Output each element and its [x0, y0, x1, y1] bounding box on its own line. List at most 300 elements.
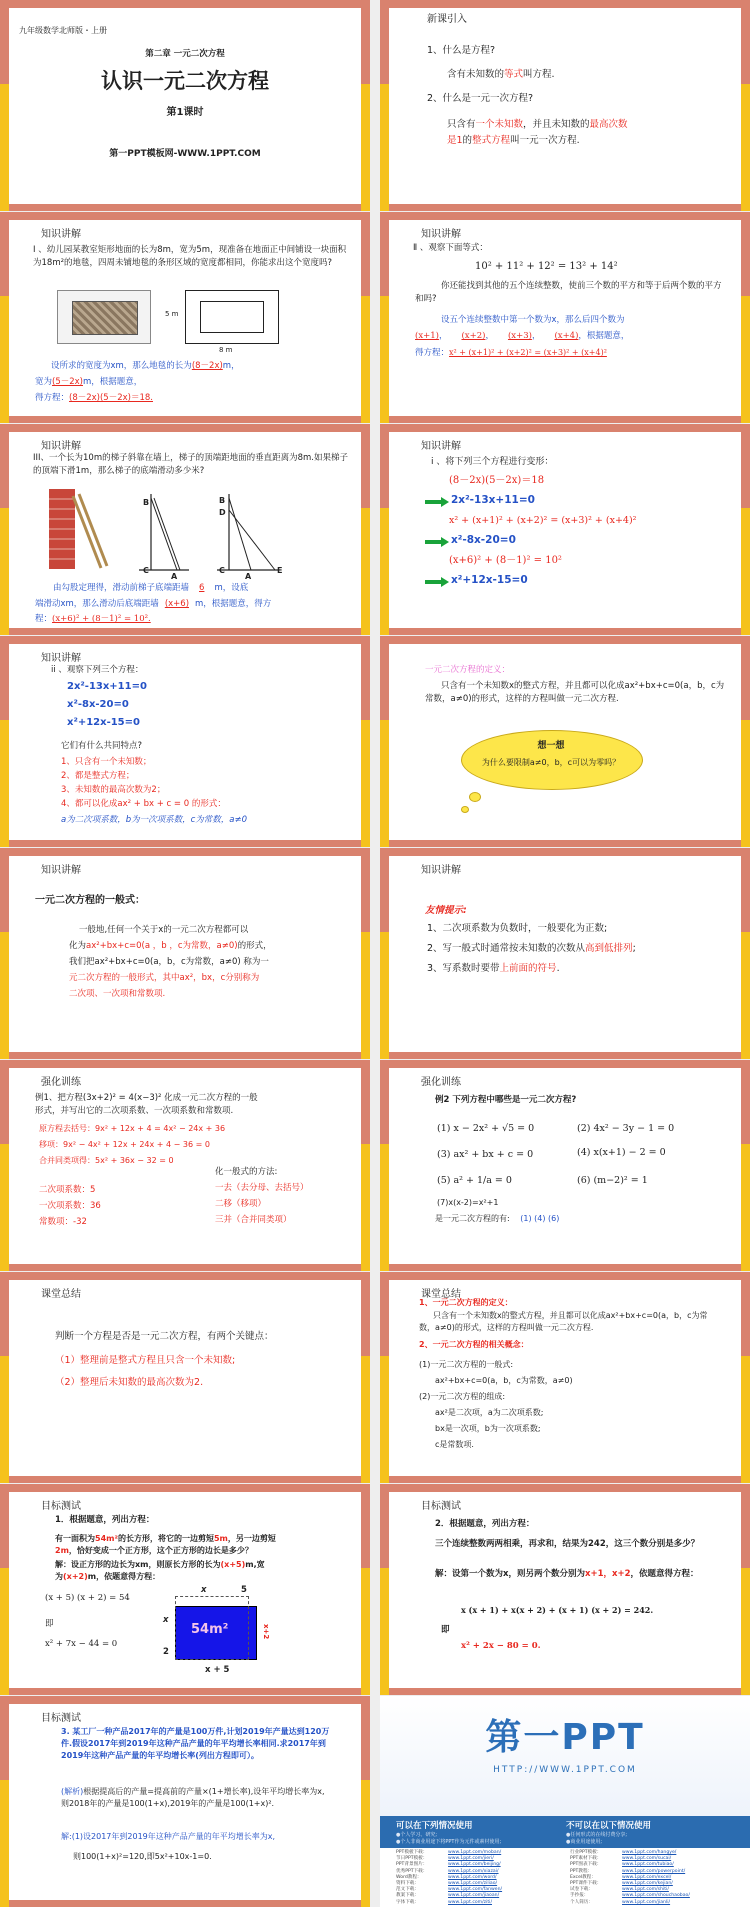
accent-bar: [741, 296, 750, 423]
slide-content: [9, 644, 361, 840]
logo-url: HTTP://WWW.1PPT.COM: [493, 1765, 637, 1775]
form-highlight: ax²+bx+c=0(a ，b ，c为常数，a≠0): [86, 941, 238, 951]
option-2: (2) 4x² − 3y − 1 = 0: [577, 1123, 675, 1134]
usage-forbidden-title: 不可以在以下情况使用: [566, 1821, 652, 1831]
slide-content: [9, 432, 361, 628]
concept-2: ax²+bx+c=0(a，b，c为常数，a≠0): [435, 1376, 573, 1385]
answer-1: [447, 68, 555, 81]
solution-text: m，根据题意，: [83, 377, 143, 387]
links-left: [396, 1850, 566, 1906]
link-label: 字体下载：: [396, 1899, 419, 1905]
accent-bar: [741, 508, 750, 635]
concept-3: (2)一元二次方程的组成:: [419, 1392, 506, 1401]
option-4: (4) x(x+1) − 2 = 0: [577, 1147, 666, 1158]
example-title: 例2 下列方程中哪些是一元二次方程?: [435, 1095, 577, 1105]
answer-2-line1: [447, 118, 628, 131]
tip-2: [427, 942, 636, 955]
link-label: 资料下载：: [396, 1881, 419, 1887]
problem-text: III、一个长为10m的梯子斜靠在墙上，梯子的顶端距地面的垂直距离为8m.如果梯子的顶端下滑1m，那么梯子的底端滑动多少米?: [33, 453, 349, 476]
bubble-dot: [469, 792, 481, 802]
slide-11: [0, 1060, 370, 1271]
slide-3: [0, 212, 370, 423]
carpet-image: [72, 301, 138, 335]
ladder-line: [229, 510, 275, 570]
point-label-e: E: [277, 566, 283, 575]
solution-text: ，根据题意，: [578, 331, 630, 341]
solution-text: m，根据题意，得方: [195, 599, 272, 609]
link-label: Word教程：: [396, 1874, 422, 1880]
accent-bar: [380, 84, 389, 211]
problem-text: 三个连续整数两两相乘，再求和，结果为242，这三个数分别是多少？: [435, 1539, 700, 1549]
accent-bar: [361, 932, 370, 1059]
accent-bar: [361, 1780, 370, 1907]
problem-text: I 、幼儿园某教室矩形地面的长为8m，宽为5m，现准备在地面正中间铺设一块面积为18m²的地毯，四周未铺地毯的条形区域的宽度都相同，你能求出这个宽度吗?: [33, 245, 347, 268]
link-label: 试卷下载：: [570, 1887, 593, 1893]
link-url[interactable]: www.1ppt.com/kejian/: [622, 1881, 673, 1887]
solution-text: 得方程：: [415, 348, 450, 358]
solution-line: [435, 1568, 725, 1581]
link-url[interactable]: www.1ppt.com/fanwen/: [448, 1887, 503, 1893]
point-label-c: C: [143, 566, 149, 575]
carpet-photo: [57, 290, 151, 344]
solution-text: 解：设第一个数为x，则另两个数分别为: [435, 1569, 585, 1579]
link-url[interactable]: www.1ppt.com/jianli/: [622, 1899, 671, 1905]
top-5-label: 5: [241, 1585, 247, 1595]
answer-line: [435, 1212, 559, 1225]
slide-14: [380, 1272, 750, 1483]
accent-bar: [741, 84, 750, 211]
solution-line-2: (x+1)， (x+2)， (x+3)， (x+4)，根据题意，: [415, 331, 630, 341]
slide-content: [389, 432, 741, 628]
usage-allowed-1: ●个人学习、研究;: [396, 1832, 438, 1838]
tip-title: 友情提示:: [425, 905, 467, 916]
step-3: 合并同类项得：5x² + 36x − 32 = 0: [39, 1156, 174, 1165]
link-url[interactable]: www.1ppt.com/jieri/: [448, 1856, 494, 1862]
equation-2: x²-8x-20=0: [67, 699, 129, 710]
accent-bar: [361, 508, 370, 635]
method-title: 化一般式的方法:: [215, 1167, 278, 1177]
link-label: Excel教程：: [570, 1874, 596, 1880]
link-url[interactable]: www.1ppt.com/ziti/: [448, 1899, 492, 1905]
point-label-c2: C: [219, 566, 225, 575]
problem-text: ，恰好变成一个正方形，这个正方形的边长是多少？: [68, 1546, 253, 1555]
equation-1: 2x²-13x+11=0: [67, 681, 147, 692]
key-point-2: （2）整理后未知数的最高次数为2.: [55, 1377, 204, 1388]
slide-content: [389, 1068, 741, 1264]
equation-2: x² + 2x − 80 = 0.: [461, 1641, 541, 1651]
problem-text: 的长方形，将它的一边剪短: [117, 1534, 214, 1543]
tip-3: [427, 962, 560, 975]
solution-line-2: 则100(1+x)²=120,即5x²+10x-1=0.: [73, 1852, 212, 1861]
solution-text: 由勾股定理得，滑动前梯子底端距墙: [53, 583, 190, 593]
link-label: PPT模板下载：: [396, 1850, 428, 1855]
concept-4: ax²是二次项，a为二次项系数;: [435, 1408, 544, 1417]
ladder-line: [151, 498, 177, 570]
solution-highlight: (x+2): [63, 1572, 88, 1581]
form-line-3: 我们把ax²+bx+c=0(a，b，c为常数，a≠0) 称为一: [69, 957, 269, 967]
solution-highlight: x+1，x+2: [585, 1569, 631, 1579]
usage-allowed-2: ●个人非商业用途下将PPT作为元件或素材使用;: [396, 1839, 502, 1845]
definition: 只含有一个未知数x的整式方程，并且都可以化成ax²+bx+c=0(a，b，c为常数，a≠0)的形式，这样的方程叫做一元二次方程.: [419, 1311, 708, 1332]
key-point-1: （1）整理前是整式方程且只含一个未知数;: [55, 1355, 236, 1366]
ladder-figures: [39, 484, 329, 574]
tip-1: 1、二次项系数为负数时，一般要化为正数;: [427, 923, 608, 934]
tip-text: 3、写系数时要带: [427, 963, 500, 974]
question: 它们有什么共同特点?: [61, 741, 143, 751]
arrow-icon: [425, 497, 449, 507]
link-url[interactable]: www.1ppt.com/powerpoint/: [622, 1868, 686, 1874]
links-right: [570, 1850, 740, 1906]
problem-heading: 1．根据题意，列出方程：: [55, 1515, 155, 1525]
section-title: 知识讲解: [41, 653, 81, 664]
link-url[interactable]: www.1ppt.com/sucai/: [622, 1856, 672, 1862]
form-line-2: [69, 940, 272, 953]
accent-bar: [0, 1780, 9, 1907]
example-text: 例1、把方程(3x+2)² = 4(x−3)² 化成一元二次方程的一般形式，并写出它的二次项系数、一次项系数和常数项.: [35, 1093, 258, 1116]
solution-line-3: [415, 346, 607, 360]
problem-highlight: 5m: [213, 1534, 228, 1543]
tip-text: .: [556, 963, 560, 974]
height-label: 5 m: [165, 310, 179, 318]
solution-text: 端滑动xm，那么滑动后底端距墙: [35, 599, 159, 609]
equation-1: x (x + 1) + x(x + 2) + (x + 1) (x + 2) = 242.: [461, 1605, 654, 1615]
accent-bar: [380, 1144, 389, 1271]
section-title: 强化训练: [41, 1077, 81, 1088]
feature-4: 4、都可以化成ax² + bx + c = 0 的形式：: [61, 799, 226, 809]
slide-10: [380, 848, 750, 1059]
method-3: 三并（合并同类项）: [215, 1215, 292, 1225]
slide-content: [9, 856, 361, 1052]
blank-answer: 6: [199, 583, 205, 593]
slide-8: [380, 636, 750, 847]
slide-15: [0, 1484, 370, 1695]
accent-bar: [380, 1356, 389, 1483]
blank-answer: (x+6)² + (8－1)² = 10².: [52, 614, 151, 624]
slide-13: [0, 1272, 370, 1483]
concept-6: c是常数项.: [435, 1440, 474, 1449]
right-label: x+2: [262, 1624, 270, 1640]
accent-bar: [361, 1144, 370, 1271]
coef-2: 二次项系数：5: [39, 1185, 96, 1195]
equation-3: x²+12x-15=0: [67, 717, 140, 728]
answer-label: 是一元二次方程的有:: [435, 1214, 510, 1223]
feature-3: 3、未知数的最高次数为2；: [61, 785, 166, 795]
heading: 一元二次方程的一般式：: [35, 895, 145, 906]
accent-bar: [361, 1356, 370, 1483]
answer-highlight: 是1: [447, 135, 463, 146]
coef-1: 一次项系数：36: [39, 1201, 101, 1211]
accent-bar: [361, 1568, 370, 1695]
constant: 常数项：-32: [39, 1217, 87, 1227]
link-label: PPT背景图片：: [396, 1862, 428, 1868]
slide-content: [9, 1492, 361, 1688]
link-url[interactable]: www.1ppt.com/shouchaobao/: [622, 1893, 690, 1899]
problem-highlight: 2m: [55, 1546, 69, 1555]
concept-5: bx是一次项，b为一次项系数;: [435, 1424, 541, 1433]
problem-highlight: 54m²: [95, 1534, 118, 1543]
link-url[interactable]: www.1ppt.com/jiaoan/: [448, 1893, 500, 1899]
link-label: 范文下载：: [396, 1887, 419, 1893]
slide-4: [380, 212, 750, 423]
equation-1: (8－2x)(5－2x)＝18: [449, 475, 545, 486]
method-1: 一去（去分母、去括号）: [215, 1183, 309, 1193]
solution-line-1: [61, 1830, 275, 1843]
grade-label: 九年级数学北师版・上册: [19, 26, 107, 35]
answer-text: 叫方程.: [523, 69, 555, 80]
usage-forbidden-2: ●商业用途使用;: [566, 1839, 603, 1845]
equation-answer: x² + (x+1)² + (x+2)² = (x+3)² + (x+4)²: [449, 348, 607, 357]
analysis-text: 根据提高后的产量=提高前的产量×(1+增长率),设年平均增长率为x,则2018年的产量是100(1+x),2019年的产量是100(1+x)².: [61, 1787, 325, 1808]
accent-bar: [380, 720, 389, 847]
equation-1: (x + 5) (x + 2) = 54: [45, 1593, 130, 1603]
solution-text: m，依题意得方程：: [87, 1572, 161, 1581]
heading-1: 1、一元二次方程的定义：: [419, 1298, 513, 1307]
blank-answer: (x+6): [164, 599, 190, 609]
accent-bar: [741, 1144, 750, 1271]
section-title: 强化训练: [421, 1077, 461, 1088]
solution-text: 设所求的宽度为xm，那么地毯的长为: [51, 361, 192, 371]
solution-line-3: [35, 613, 151, 626]
accent-bar: [0, 84, 9, 211]
carpet-rect: [200, 301, 264, 333]
slide-title: 认识一元二次方程: [101, 69, 269, 93]
slide-content: [389, 1280, 741, 1476]
answer-highlight: 一个未知数: [475, 119, 524, 130]
problem-text: 有一面积为: [55, 1534, 95, 1543]
option-6: (6) (m−2)² = 1: [577, 1175, 648, 1186]
ji-label: 即: [45, 1619, 54, 1629]
link-url[interactable]: www.1ppt.com/xiazai/: [448, 1868, 499, 1874]
slide-1: [0, 0, 370, 211]
ladder-rail: [79, 494, 107, 566]
problem-intro: ii 、观察下列三个方程：: [51, 665, 144, 675]
problem-intro: i 、将下列三个方程进行变形：: [431, 457, 554, 467]
solution-line-1: [53, 582, 248, 595]
accent-bar: [0, 1356, 9, 1483]
option-7: (7)x(x-2)=x²+1: [437, 1198, 499, 1207]
accent-bar: [361, 296, 370, 423]
answer-value: (1) (4) (6): [520, 1214, 560, 1223]
link-url[interactable]: www.1ppt.com/excel/: [622, 1874, 672, 1880]
accent-bar: [361, 720, 370, 847]
link-label: 行业PPT模板：: [570, 1850, 602, 1855]
blank-answer: (5－2x): [52, 377, 83, 387]
analysis-tag: (解析): [61, 1787, 84, 1796]
heading-2: 2、一元二次方程的相关概念：: [419, 1340, 529, 1349]
problem-heading: 2．根据题意，列出方程：: [435, 1519, 535, 1529]
arrow-icon: [425, 577, 449, 587]
solution-line-1: [51, 360, 240, 373]
accent-bar: [380, 932, 389, 1059]
blank-answer: (x+4): [554, 331, 579, 341]
bubble-title: 想一想: [537, 741, 565, 751]
solution-line-3: [35, 392, 153, 405]
section-title: 知识讲解: [421, 865, 461, 876]
problem-intro: Ⅱ 、观察下面等式：: [413, 243, 488, 253]
lesson-label: 第1课时: [166, 107, 204, 118]
ji-label: 即: [441, 1625, 450, 1635]
solution-text: 程：: [35, 614, 53, 624]
room-diagram: [185, 290, 279, 344]
problem-text: ，另一边剪短: [227, 1534, 276, 1543]
usage-allowed-title: 可以在下列情况使用: [396, 1821, 473, 1831]
summary-intro: 判断一个方程是否是一元二次方程，有两个关键点：: [55, 1331, 274, 1342]
slide-6: [380, 424, 750, 635]
point-label-d: D: [219, 508, 226, 517]
link-url[interactable]: www.1ppt.com/beijing/: [448, 1862, 501, 1868]
feature-1: 1、只含有一个未知数；: [61, 757, 152, 767]
left-x-label: x: [163, 1615, 169, 1625]
bottom-label: x + 5: [205, 1665, 230, 1675]
feature-2: 2、都是整式方程；: [61, 771, 135, 781]
slide-2: [380, 0, 750, 211]
link-url[interactable]: www.1ppt.com/hangye/: [622, 1850, 677, 1855]
accent-bar: [380, 508, 389, 635]
solution-text: 宽为: [35, 377, 53, 387]
bubble-text: 为什么要限制a≠0，b，c可以为零吗？: [481, 758, 621, 767]
answer-text: 的: [462, 135, 473, 146]
accent-bar: [0, 720, 9, 847]
tip-text: ;: [632, 943, 636, 954]
section-title: 知识讲解: [41, 441, 81, 452]
option-1: (1) x − 2x² + √5 = 0: [437, 1123, 535, 1134]
solution-text: 为: [55, 1572, 63, 1581]
ladder-rail: [73, 496, 101, 568]
slide-9: [0, 848, 370, 1059]
width-label: 8 m: [219, 346, 233, 354]
accent-bar: [0, 1144, 9, 1271]
point-label-b: B: [143, 498, 150, 507]
link-url[interactable]: www.1ppt.com/moban/: [448, 1850, 502, 1855]
accent-bar: [741, 720, 750, 847]
answer-text: ，并且未知数的: [523, 119, 590, 130]
section-title: 知识讲解: [41, 229, 81, 240]
blank-answer: (x+1): [415, 331, 439, 341]
section-title: 目标测试: [41, 1713, 81, 1724]
analysis: [61, 1786, 331, 1810]
slide-16: [380, 1484, 750, 1695]
accent-bar: [741, 1568, 750, 1695]
solution-text: m，设底: [214, 583, 249, 593]
solution-text: 得方程：: [35, 393, 70, 403]
solution-highlight: (x+5): [220, 1560, 246, 1569]
answer-text: 只含有: [447, 119, 476, 130]
link-label: 手抄报：: [570, 1893, 589, 1899]
answer-text: 含有未知数的: [447, 69, 505, 80]
form-text: 的形式，: [237, 941, 272, 951]
problem-question: 你还能找到其他的五个连续整数，使前三个数的平方和等于后两个数的平方和吗?: [415, 281, 722, 304]
accent-bar: [0, 1568, 9, 1695]
top-x-label: x: [201, 1585, 207, 1595]
form-line-1: 一般地,任何一个关于x的一元二次方程都可以: [79, 925, 249, 935]
result-3: x²+12x-15=0: [451, 574, 528, 586]
answer-text: 叫一元一次方程.: [510, 135, 580, 146]
accent-bar: [0, 932, 9, 1059]
logo-text: 第一PPT: [485, 1717, 645, 1758]
solution-text: m,宽: [245, 1560, 265, 1569]
slide-content: [389, 1492, 741, 1688]
result-2: x²-8x-20=0: [451, 534, 516, 546]
slide-content: [389, 8, 741, 204]
slide-content: [9, 1280, 361, 1476]
equation-3: (x+6)² + (8－1)² = 10²: [449, 555, 562, 566]
blank-answer: (x+2): [461, 331, 486, 341]
section-title: 目标测试: [421, 1501, 461, 1512]
slide-content: [9, 220, 361, 416]
tip-text: 2、写一般式时通常按未知数的次数从: [427, 943, 586, 954]
area-label: 54m²: [191, 1622, 229, 1637]
link-url[interactable]: www.1ppt.com/tubiao/: [622, 1862, 674, 1868]
slide-content: [9, 8, 361, 204]
equation-2: x² + 7x − 44 = 0: [45, 1639, 118, 1649]
problem-text: 3. 某工厂一种产品2017年的产量是100万件,计划2019年产量达到120万件.假设2017年到2019年这种产品产量的年平均增长率相同.求2017年到2019年这种产品产量的年平均增长率(列出方程即可）。: [61, 1727, 330, 1760]
link-label: PPT素材下载：: [570, 1856, 602, 1862]
accent-bar: [380, 296, 389, 423]
tip-highlight: 高到低排列: [585, 943, 633, 954]
link-url[interactable]: www.1ppt.com/word/: [448, 1874, 497, 1880]
triangle-figure-2: [217, 494, 279, 570]
section-title: 新课引入: [427, 14, 467, 25]
method-2: 二移（移项）: [215, 1199, 267, 1209]
section-title: 课堂总结: [421, 1289, 461, 1300]
link-label: 个人简历：: [570, 1899, 593, 1905]
link-label: PPT教程：: [570, 1868, 593, 1874]
accent-bar: [0, 296, 9, 423]
link-label: 教案下载：: [396, 1893, 419, 1899]
solution-text: 解：设正方形的边长为xm，则原长方形的长为: [55, 1560, 221, 1569]
concept-1: (1)一元二次方程的一般式:: [419, 1360, 514, 1369]
blank-answer: (8－2x): [191, 361, 223, 371]
slide-content: [9, 1704, 361, 1900]
brick-wall-figure: [49, 489, 107, 569]
point-label-b2: B: [219, 496, 226, 505]
accent-bar: [741, 1356, 750, 1483]
section-title: 知识讲解: [421, 441, 461, 452]
link-url[interactable]: www.1ppt.com/ziliao/: [448, 1881, 498, 1887]
answer-2-line2: [447, 134, 580, 147]
solution-text: ，依题意得方程：: [630, 1569, 699, 1579]
answer-highlight: 最高次数: [589, 119, 628, 130]
link-label: PPT图表下载：: [570, 1862, 602, 1868]
step-1: 原方程去括号：9x² + 12x + 4 = 4x² − 24x + 36: [39, 1124, 226, 1133]
slide-5: [0, 424, 370, 635]
slide-7: [0, 636, 370, 847]
section-title: 目标测试: [41, 1501, 81, 1512]
point-label-a: A: [171, 572, 178, 581]
blank-answer: (8－2x)(5－2x)＝18.: [69, 393, 153, 403]
accent-bar: [361, 84, 370, 211]
equation-2: x² + (x+1)² + (x+2)² = (x+3)² + (x+4)²: [449, 515, 637, 526]
form-text: 化为: [69, 941, 87, 951]
solution-line-2: [35, 598, 271, 611]
section-title: 知识讲解: [421, 229, 461, 240]
solution-text: m，: [222, 361, 240, 371]
definition-title: 一元二次方程的定义：: [425, 665, 511, 675]
option-3: (3) ax² + bx + c = 0: [437, 1149, 534, 1160]
accent-bar: [0, 508, 9, 635]
slide-content: [389, 220, 741, 416]
section-title: 课堂总结: [41, 1289, 81, 1300]
slide-18: [380, 1696, 750, 1907]
link-label: PPT课件下载：: [570, 1881, 602, 1887]
ladder-line: [154, 498, 180, 570]
form-line-4: 元二次方程的一般形式，其中ax²，bx，c分别称为: [69, 973, 260, 983]
solution-text: 解:(1)设2017年到2019年这种产品产量的年平均增长率为x,: [61, 1832, 276, 1841]
link-url[interactable]: www.1ppt.com/shiti/: [622, 1887, 669, 1893]
slide-content: [389, 644, 741, 840]
question-1: 1、什么是方程?: [427, 45, 496, 56]
step-2: 移项：9x² − 4x² + 12x + 24x + 4 − 36 = 0: [39, 1140, 210, 1149]
